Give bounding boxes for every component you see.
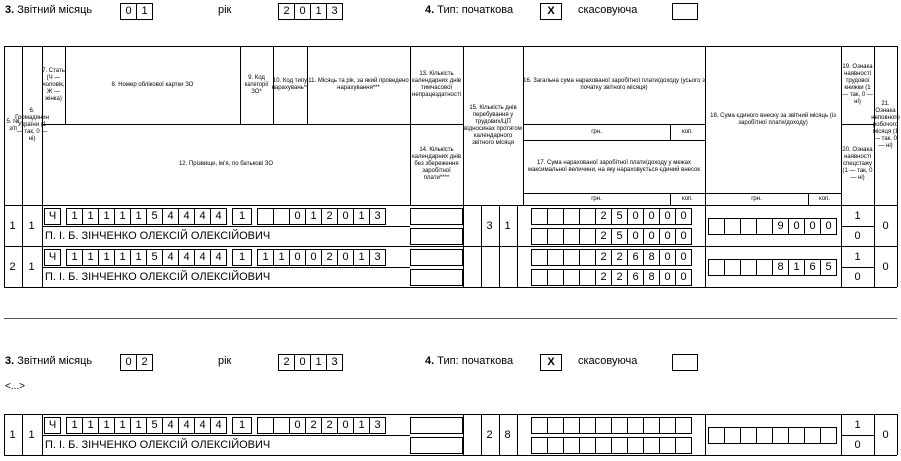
sum17-cells[interactable] <box>531 228 692 245</box>
row-number: 1 <box>9 220 16 232</box>
period-digit[interactable]: 2 <box>321 208 338 225</box>
sum16-digit[interactable]: 0 <box>643 208 660 225</box>
month-digit[interactable]: 2 <box>136 354 153 371</box>
sum16-digit[interactable]: 5 <box>611 208 628 225</box>
section2-year[interactable] <box>278 354 343 371</box>
sum18-digit[interactable]: 8 <box>772 259 789 276</box>
header-c16-grn: грн. <box>591 128 602 135</box>
card-digit[interactable]: 1 <box>82 208 99 225</box>
sum18-cells[interactable] <box>708 218 837 235</box>
year-digit[interactable]: 2 <box>278 354 295 371</box>
sum16-digit[interactable]: 2 <box>611 249 628 266</box>
period-digit[interactable]: 1 <box>353 417 370 434</box>
card-digit[interactable]: 1 <box>114 249 131 266</box>
sum17-digit[interactable]: 0 <box>675 269 692 286</box>
period-digit[interactable]: 1 <box>353 208 370 225</box>
header-c14: 14. Кількість календарних днів без збереження заробітної плати**** <box>411 147 462 181</box>
sum18-cells[interactable] <box>708 427 837 444</box>
card-digit[interactable]: 4 <box>162 208 179 225</box>
section2-label-num: 3. <box>5 355 15 367</box>
card-digit[interactable]: 5 <box>146 249 163 266</box>
sum17-digit[interactable]: 2 <box>595 228 612 245</box>
card-digit[interactable]: 1 <box>66 208 83 225</box>
fio-value[interactable]: ЗІНЧЕНКО ОЛЕКСІЙ ОЛЕКСІЙОВИЧ <box>81 439 271 451</box>
type-cancel-mark[interactable] <box>672 354 698 371</box>
type-cancel-box[interactable] <box>672 3 698 20</box>
period-digit[interactable]: 1 <box>353 249 370 266</box>
type-num: 4. <box>425 355 435 367</box>
card-digit[interactable]: 4 <box>210 208 227 225</box>
row-number: 1 <box>9 429 16 441</box>
section1-year[interactable] <box>278 3 343 20</box>
period-digit[interactable]: 0 <box>289 417 306 434</box>
header-c6: 6. Громадянин України (1 — так, 0 — ні) <box>15 108 49 142</box>
sum16-digit[interactable]: 0 <box>659 249 676 266</box>
card-digit[interactable]: 4 <box>210 417 227 434</box>
card-digit[interactable]: 1 <box>130 208 147 225</box>
card-digit[interactable]: 4 <box>178 249 195 266</box>
row2-top-cells[interactable] <box>44 249 386 266</box>
special-exp-flag[interactable]: 0 <box>854 439 861 451</box>
fio-prefix: П. І. Б. <box>45 230 79 242</box>
month-digit[interactable]: 0 <box>120 354 137 371</box>
section1-label: Звітний місяць <box>17 4 93 16</box>
workbook-flag[interactable]: 1 <box>854 251 861 263</box>
header-c5: 5. № з/п <box>6 118 20 132</box>
header-c16: 16. Загальна сума нарахованої заробітної плати/доходу (усього з початку звітного місяця) <box>523 78 705 91</box>
card-digit[interactable]: 4 <box>178 417 195 434</box>
card-digit[interactable]: 1 <box>66 417 83 434</box>
type-cell[interactable]: 1 <box>257 249 274 266</box>
period-digit[interactable]: 1 <box>305 208 322 225</box>
ellipsis-text: <...> <box>5 381 26 392</box>
days15-digit[interactable]: 8 <box>504 429 511 441</box>
header-c19: 19. Ознака наявності трудової книжки (1 — так, 0 — ні) <box>842 64 873 105</box>
row-number: 2 <box>9 261 16 273</box>
period-digit[interactable]: 0 <box>289 208 306 225</box>
unpaid-days-cell[interactable] <box>410 228 463 245</box>
special-exp-flag[interactable]: 0 <box>854 271 861 283</box>
period-digit[interactable]: 0 <box>305 249 322 266</box>
period-digit[interactable]: 3 <box>369 417 386 434</box>
sick-days-cell[interactable] <box>410 249 463 266</box>
cancel-label: скасовуюча <box>578 355 638 367</box>
type-cell[interactable] <box>273 208 290 225</box>
special-exp-flag[interactable]: 0 <box>854 230 861 242</box>
fio-prefix: П. І. Б. <box>45 271 79 283</box>
type-initial-box[interactable] <box>540 354 562 371</box>
sum17-cells[interactable] <box>531 437 692 454</box>
type-initial-mark[interactable]: X <box>540 354 562 371</box>
month-digit[interactable]: 0 <box>120 3 137 20</box>
type-cell[interactable]: 1 <box>273 249 290 266</box>
card-digit[interactable]: 4 <box>162 417 179 434</box>
sum18-digit[interactable]: 0 <box>788 218 805 235</box>
sum16-digit[interactable]: 6 <box>627 249 644 266</box>
type-num: 4. <box>425 4 435 16</box>
period-digit[interactable]: 0 <box>337 208 354 225</box>
header-c20: 20. Ознака наявності спецстажу (1 — так, 0 — ні) <box>842 147 873 181</box>
sum16-cells[interactable] <box>531 208 692 225</box>
sum17-digit[interactable]: 5 <box>611 228 628 245</box>
header-c17: 17. Сума нарахованої заробітної плати/доходу у межах максимальної величини, на яку нараховується єдиний внесок <box>527 159 701 173</box>
sum18-digit[interactable]: 0 <box>820 218 837 235</box>
header-c7: 7. Стать (Ч — чоловік, Ж — жінка) <box>42 67 65 102</box>
header-c21: 21. Ознака неповного робочого місяця (1 — так, 0 — ні) <box>871 101 900 149</box>
unpaid-days-cell[interactable] <box>410 437 463 454</box>
card-digit[interactable]: 1 <box>82 249 99 266</box>
card-digit[interactable]: 1 <box>114 417 131 434</box>
days15-digit[interactable]: 1 <box>504 220 511 232</box>
cancel-label: скасовуюча <box>578 4 638 16</box>
year-digit[interactable]: 3 <box>326 3 343 20</box>
period-digit[interactable]: 2 <box>305 417 322 434</box>
sum16-digit[interactable]: 0 <box>659 208 676 225</box>
sick-days-cell[interactable] <box>410 208 463 225</box>
sum18-cells[interactable] <box>708 259 837 276</box>
header-c17-kop: коп. <box>682 195 693 202</box>
year-label: рік <box>218 355 232 367</box>
card-digit[interactable]: 1 <box>98 249 115 266</box>
type-cancel-mark[interactable] <box>672 3 698 20</box>
period-digit[interactable]: 3 <box>369 208 386 225</box>
sum18-digit[interactable]: 6 <box>804 259 821 276</box>
days15-digit[interactable]: 2 <box>486 429 493 441</box>
section2-month[interactable] <box>120 354 153 371</box>
header-c18-kop: коп. <box>819 195 830 202</box>
year-digit[interactable]: 1 <box>310 354 327 371</box>
card-digit[interactable]: 4 <box>162 249 179 266</box>
card-digit[interactable]: 5 <box>146 417 163 434</box>
card-digit[interactable]: 4 <box>194 208 211 225</box>
type-cancel-box[interactable] <box>672 354 698 371</box>
section-divider <box>4 318 897 319</box>
period-digit[interactable]: 3 <box>369 249 386 266</box>
header-c8: 8. Номер облікової картки ЗО <box>111 81 194 88</box>
workbook-flag[interactable]: 1 <box>854 210 861 222</box>
sum17-digit[interactable]: 2 <box>595 269 612 286</box>
section2-label: Звітний місяць <box>17 355 93 367</box>
sum17-digit[interactable]: 0 <box>643 228 660 245</box>
card-digit[interactable]: 1 <box>66 249 83 266</box>
sum17-digit[interactable]: 6 <box>627 269 644 286</box>
section1-label-num: 3. <box>5 4 15 16</box>
incomplete-month-flag[interactable]: 0 <box>882 220 889 232</box>
sum17-digit[interactable]: 0 <box>675 228 692 245</box>
sum18-digit[interactable]: 1 <box>788 259 805 276</box>
sum17-digit[interactable]: 0 <box>627 228 644 245</box>
header-c12: 12. Прізвище, ім'я, по батькові ЗО <box>178 161 274 167</box>
sum17-digit[interactable]: 0 <box>659 228 676 245</box>
card-digit[interactable]: 1 <box>130 417 147 434</box>
year-digit[interactable]: 3 <box>326 354 343 371</box>
sum16-digit[interactable]: 8 <box>643 249 660 266</box>
category-cell[interactable]: 1 <box>232 249 252 266</box>
header-c15: 15. Кількість днів перебування у трудових/ЦП відносинах протягом календарного звітного місяця <box>464 104 522 146</box>
header-c13: 13. Кількість календарних днів тимчасової непрацездатності <box>411 71 462 98</box>
fio-prefix: П. І. Б. <box>45 439 79 451</box>
fio-value[interactable]: ЗІНЧЕНКО ОЛЕКСІЙ ОЛЕКСІЙОВИЧ <box>81 230 271 242</box>
unpaid-days-cell[interactable] <box>410 269 463 286</box>
row1-top-cells[interactable] <box>44 208 386 225</box>
card-digit[interactable]: 1 <box>82 417 99 434</box>
period-digit[interactable]: 0 <box>289 249 306 266</box>
sum16-digit[interactable]: 0 <box>627 208 644 225</box>
type-label: Тип: початкова <box>437 355 514 367</box>
year-digit[interactable]: 1 <box>310 3 327 20</box>
incomplete-month-flag[interactable]: 0 <box>882 261 889 273</box>
sum16-digit[interactable]: 2 <box>595 249 612 266</box>
type-label: Тип: початкова <box>437 4 514 16</box>
header-c17-grn: грн. <box>591 195 602 202</box>
citizen-flag[interactable]: 1 <box>28 429 35 441</box>
card-digit[interactable]: 1 <box>98 417 115 434</box>
year-digit[interactable]: 0 <box>294 3 311 20</box>
sex-cell[interactable]: Ч <box>44 417 61 434</box>
header-c10: 10. Код типу нарахувань** <box>271 78 309 91</box>
sum18-digit[interactable]: 5 <box>820 259 837 276</box>
type-cell[interactable] <box>257 208 274 225</box>
sum17-digit[interactable]: 8 <box>643 269 660 286</box>
period-digit[interactable]: 2 <box>321 249 338 266</box>
citizen-flag[interactable]: 1 <box>28 261 35 273</box>
year-digit[interactable]: 2 <box>278 3 295 20</box>
sum17-cells[interactable] <box>531 269 692 286</box>
workbook-flag[interactable]: 1 <box>854 419 861 431</box>
type-cell[interactable] <box>273 417 290 434</box>
type-initial-box[interactable] <box>540 3 562 20</box>
period-digit[interactable]: 0 <box>337 249 354 266</box>
card-digit[interactable]: 5 <box>146 208 163 225</box>
sex-cell[interactable]: Ч <box>44 249 61 266</box>
incomplete-month-flag[interactable]: 0 <box>882 429 889 441</box>
sum17-digit[interactable]: 0 <box>659 269 676 286</box>
category-cell[interactable]: 1 <box>232 417 252 434</box>
header-c9: 9. Код категорії ЗО* <box>244 74 269 95</box>
card-digit[interactable]: 4 <box>194 417 211 434</box>
period-digit[interactable]: 2 <box>321 417 338 434</box>
type-initial-mark[interactable]: X <box>540 3 562 20</box>
year-label: рік <box>218 4 232 16</box>
card-digit[interactable]: 1 <box>130 249 147 266</box>
sum16-digit[interactable]: 2 <box>595 208 612 225</box>
type-cell[interactable] <box>257 417 274 434</box>
card-digit[interactable]: 4 <box>210 249 227 266</box>
section1-month[interactable] <box>120 3 153 20</box>
sum16-cells[interactable] <box>531 417 692 434</box>
citizen-flag[interactable]: 1 <box>28 220 35 232</box>
fio-value[interactable]: ЗІНЧЕНКО ОЛЕКСІЙ ОЛЕКСІЙОВИЧ <box>81 271 271 283</box>
sum18-digit[interactable]: 0 <box>804 218 821 235</box>
year-digit[interactable]: 0 <box>294 354 311 371</box>
sum16-cells[interactable] <box>531 249 692 266</box>
header-c18-grn: грн. <box>751 195 762 202</box>
sum17-digit[interactable]: 2 <box>611 269 628 286</box>
card-digit[interactable]: 1 <box>114 208 131 225</box>
card-digit[interactable]: 1 <box>98 208 115 225</box>
header-c16-kop: коп. <box>682 128 693 135</box>
category-cell[interactable]: 1 <box>232 208 252 225</box>
sum16-digit[interactable]: 0 <box>675 249 692 266</box>
sum18-digit[interactable]: 9 <box>772 218 789 235</box>
card-digit[interactable]: 4 <box>194 249 211 266</box>
header-c11: 11. Місяць та рік, за який проведено нарахування*** <box>308 78 409 91</box>
sex-cell[interactable]: Ч <box>44 208 61 225</box>
sick-days-cell[interactable] <box>410 417 463 434</box>
period-digit[interactable]: 0 <box>337 417 354 434</box>
days15-digit[interactable]: 3 <box>486 220 493 232</box>
header-c18: 18. Сума єдиного внеску за звітний місяць (із заробітної плати/доходу) <box>710 112 836 126</box>
row3-top-cells[interactable] <box>44 417 386 434</box>
month-digit[interactable]: 1 <box>136 3 153 20</box>
sum16-digit[interactable]: 0 <box>675 208 692 225</box>
card-digit[interactable]: 4 <box>178 208 195 225</box>
